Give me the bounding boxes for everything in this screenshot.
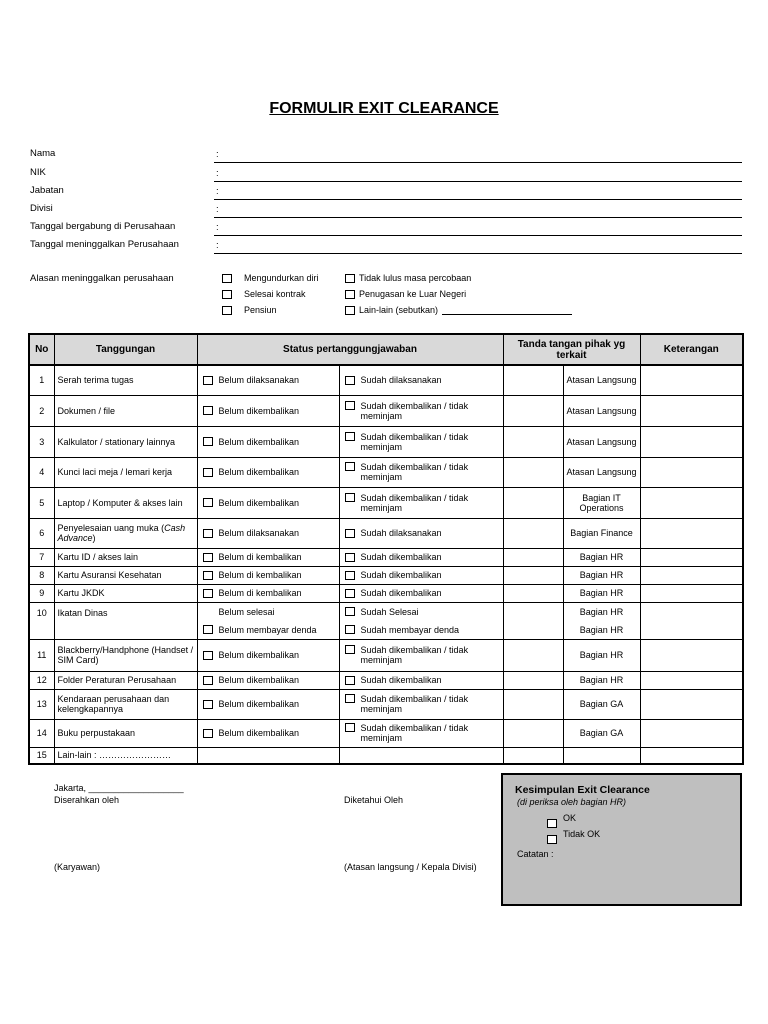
signature-handed-by: Diserahkan oleh	[54, 795, 120, 805]
status-done[interactable]	[339, 395, 503, 426]
field-label: Jabatan	[30, 185, 64, 196]
row-no: 7	[29, 548, 54, 566]
checkbox[interactable]	[345, 432, 355, 441]
field-label: NIK	[30, 167, 46, 178]
item-text-end: )	[92, 533, 96, 543]
note-cell[interactable]	[640, 566, 743, 584]
status-pending[interactable]	[197, 602, 339, 639]
checkbox[interactable]	[345, 553, 355, 562]
reason-option-overseas[interactable]	[345, 289, 466, 299]
status-done[interactable]	[339, 639, 503, 671]
table-row	[29, 584, 743, 602]
status-label: Sudah dikembalikan / tidak meminjam	[360, 431, 469, 452]
signature-cell[interactable]	[503, 639, 563, 671]
status-done[interactable]	[339, 602, 503, 639]
row-item: Kendaraan perusahaan dan kelengkapannya	[54, 689, 197, 719]
signature-known-by: Diketahui Oleh	[344, 795, 404, 805]
status-label: Belum dikembalikan	[218, 436, 300, 447]
field-colon: :	[216, 222, 219, 233]
row-no: 5	[29, 487, 54, 518]
col-item: Tanggungan	[54, 334, 197, 365]
party: Atasan Langsung	[563, 426, 640, 457]
status-label: Sudah dikembalikan / tidak meminjam	[360, 723, 469, 743]
signature-cell[interactable]	[503, 365, 563, 395]
status-done[interactable]	[339, 566, 503, 584]
option-label: Pensiun	[244, 305, 277, 315]
field-label: Tanggal meninggalkan Perusahaan	[30, 239, 179, 250]
checkbox[interactable]	[203, 651, 213, 660]
status-label: Sudah membayar denda	[360, 624, 460, 635]
checkbox[interactable]	[203, 571, 213, 580]
status-pending[interactable]	[197, 689, 339, 719]
party: Atasan Langsung	[563, 365, 640, 395]
status-label: Belum dikembalikan	[218, 675, 300, 685]
table-row	[29, 548, 743, 566]
option-label: Tidak OK	[563, 829, 601, 839]
row-no: 10	[29, 602, 54, 639]
signature-cell[interactable]	[503, 487, 563, 518]
checkbox[interactable]	[345, 401, 355, 410]
signature-employee: (Karyawan)	[54, 862, 101, 872]
checkbox[interactable]	[203, 676, 213, 685]
checkbox[interactable]	[203, 468, 213, 477]
note-cell[interactable]	[640, 719, 743, 747]
party: Bagian HR	[563, 671, 640, 689]
status-pending[interactable]	[197, 457, 339, 487]
status-label: Belum di kembalikan	[218, 570, 302, 580]
row-no: 4	[29, 457, 54, 487]
row-item: Blackberry/Handphone (Handset / SIM Card)	[54, 639, 197, 671]
checkbox[interactable]	[345, 462, 355, 471]
checkbox[interactable]	[222, 274, 232, 283]
party	[563, 747, 640, 764]
status-label: Sudah dikembalikan	[360, 675, 442, 685]
row-no: 13	[29, 689, 54, 719]
party: Bagian GA	[563, 719, 640, 747]
status-label: Belum dilaksanakan	[218, 375, 300, 386]
table-row	[29, 518, 743, 548]
reason-option-other[interactable]	[345, 305, 572, 315]
status-label: Belum dikembalikan	[218, 650, 300, 660]
field-colon: :	[216, 204, 219, 215]
field-label: Divisi	[30, 203, 53, 214]
checkbox[interactable]	[345, 645, 355, 654]
status-pending[interactable]	[197, 365, 339, 395]
conclusion-subtitle: (di periksa oleh bagian HR)	[517, 797, 627, 807]
checkbox[interactable]	[345, 376, 355, 385]
checkbox[interactable]	[203, 553, 213, 562]
status-pending[interactable]	[197, 639, 339, 671]
clearance-table	[28, 333, 744, 765]
status-label: Sudah dikembalikan / tidak meminjam	[360, 645, 469, 665]
table-row	[29, 639, 743, 671]
option-label: Selesai kontrak	[244, 289, 306, 299]
signature-cell[interactable]	[503, 689, 563, 719]
status-done[interactable]	[339, 365, 503, 395]
conclusion-box	[501, 773, 742, 906]
table-row	[29, 395, 743, 426]
signature-cell[interactable]	[503, 426, 563, 457]
status-label: Belum dikembalikan	[218, 699, 300, 709]
table-row	[29, 487, 743, 518]
row-item[interactable]: Lain-lain : ……………………	[54, 747, 197, 764]
status-label: Belum di kembalikan	[218, 552, 302, 562]
field-label: Tanggal bergabung di Perusahaan	[30, 221, 176, 232]
row-no: 9	[29, 584, 54, 602]
party-line: Bagian HR	[579, 624, 624, 635]
signature-supervisor: (Atasan langsung / Kepala Divisi)	[344, 862, 477, 872]
table-row	[29, 426, 743, 457]
party	[563, 602, 640, 639]
field-nama[interactable]	[30, 145, 742, 163]
option-label: Lain-lain (sebutkan)	[359, 305, 439, 315]
signature-cell[interactable]	[503, 602, 563, 639]
row-item	[54, 518, 197, 548]
note-cell[interactable]	[640, 518, 743, 548]
checkbox[interactable]	[203, 625, 213, 634]
row-no: 1	[29, 365, 54, 395]
field-colon: :	[216, 240, 219, 251]
field-colon: :	[216, 168, 219, 179]
checkbox[interactable]	[345, 306, 355, 315]
reason-label: Alasan meninggalkan perusahaan	[30, 273, 174, 284]
table-row	[29, 689, 743, 719]
checkbox[interactable]	[203, 729, 213, 738]
note-cell[interactable]	[640, 671, 743, 689]
status-label: Sudah dikembalikan / tidak meminjam	[360, 492, 469, 513]
checkbox[interactable]	[203, 498, 213, 507]
status-label: Belum dikembalikan	[218, 467, 300, 477]
table-header	[29, 334, 743, 365]
note-cell[interactable]	[640, 487, 743, 518]
checkbox[interactable]	[345, 589, 355, 598]
checkbox[interactable]	[345, 529, 355, 538]
table-row	[29, 602, 743, 639]
checkbox[interactable]	[345, 571, 355, 580]
note-cell[interactable]	[640, 639, 743, 671]
signature-cell[interactable]	[503, 518, 563, 548]
table-row	[29, 365, 743, 395]
field-line	[214, 162, 742, 163]
reason-option-probation[interactable]	[345, 273, 471, 283]
checkbox[interactable]	[203, 376, 213, 385]
reason-option-contract-end[interactable]	[222, 289, 306, 299]
party: Bagian HR	[563, 566, 640, 584]
status-pending[interactable]	[197, 548, 339, 566]
option-label: Tidak lulus masa percobaan	[359, 273, 472, 283]
row-item: Kartu Asuransi Kesehatan	[54, 566, 197, 584]
party: Bagian IT Operations	[563, 487, 640, 518]
checkbox[interactable]	[203, 529, 213, 538]
form-title: FORMULIR EXIT CLEARANCE	[269, 100, 499, 117]
party: Bagian HR	[563, 548, 640, 566]
signature-cell[interactable]	[503, 395, 563, 426]
status-pending[interactable]	[197, 719, 339, 747]
checkbox[interactable]	[203, 589, 213, 598]
note-cell[interactable]	[640, 747, 743, 764]
status-done[interactable]	[339, 689, 503, 719]
checkbox[interactable]	[222, 290, 232, 299]
status-pending[interactable]	[197, 518, 339, 548]
field-join-date[interactable]	[30, 218, 742, 236]
checkbox[interactable]	[345, 607, 355, 616]
status-done[interactable]	[339, 671, 503, 689]
status-done[interactable]	[339, 719, 503, 747]
field-jabatan[interactable]	[30, 182, 742, 200]
conclusion-note[interactable]: Catatan :	[517, 849, 554, 859]
conclusion-title: Kesimpulan Exit Clearance	[515, 784, 650, 796]
status-done[interactable]	[339, 747, 503, 764]
checkbox[interactable]	[345, 493, 355, 502]
party: Atasan Langsung	[563, 395, 640, 426]
status-pending[interactable]	[197, 566, 339, 584]
status-label: Sudah dilaksanakan	[360, 528, 442, 538]
party: Bagian HR	[563, 584, 640, 602]
col-note: Keterangan	[640, 334, 743, 365]
option-label: OK	[563, 813, 577, 823]
signature-place-date[interactable]: Jakarta, ___________________	[54, 783, 184, 793]
field-line	[214, 253, 742, 254]
note-cell[interactable]	[640, 426, 743, 457]
row-item: Kartu ID / akses lain	[54, 548, 197, 566]
status-label: Sudah dikembalikan	[360, 570, 442, 580]
note-cell[interactable]	[640, 457, 743, 487]
status-label: Belum di kembalikan	[218, 588, 302, 598]
status-label: Belum dikembalikan	[218, 405, 300, 416]
option-label: Penugasan ke Luar Negeri	[359, 289, 467, 299]
row-no: 8	[29, 566, 54, 584]
note-cell[interactable]	[640, 395, 743, 426]
status-pending[interactable]	[197, 584, 339, 602]
checkbox[interactable]	[222, 306, 232, 315]
row-no: 15	[29, 747, 54, 764]
col-sign: Tanda tangan pihak yg terkait	[503, 334, 640, 365]
field-colon: :	[216, 149, 219, 160]
status-done[interactable]	[339, 518, 503, 548]
reason-option-resign[interactable]	[222, 273, 319, 283]
status-pending[interactable]	[197, 487, 339, 518]
status-label: Belum dilaksanakan	[218, 528, 300, 538]
status-label: Belum selesai	[218, 606, 275, 617]
status-label: Sudah dikembalikan / tidak meminjam	[360, 694, 469, 714]
item-text-italic: Cash Advance	[57, 523, 186, 543]
option-label: Mengundurkan diri	[244, 273, 319, 283]
field-nik[interactable]	[30, 164, 742, 182]
status-label: Belum membayar denda	[218, 624, 317, 635]
status-pending[interactable]	[197, 395, 339, 426]
status-label: Sudah dikembalikan	[360, 552, 442, 562]
signature-cell[interactable]	[503, 671, 563, 689]
status-done[interactable]	[339, 487, 503, 518]
note-cell[interactable]	[640, 584, 743, 602]
checkbox[interactable]	[203, 700, 213, 709]
table-row	[29, 747, 743, 764]
row-item: Kartu JKDK	[54, 584, 197, 602]
status-pending[interactable]	[197, 671, 339, 689]
table-row	[29, 671, 743, 689]
row-item: Kunci laci meja / lemari kerja	[54, 457, 197, 487]
status-label: Sudah Selesai	[360, 606, 419, 617]
conclusion-not-ok[interactable]	[547, 831, 600, 841]
checkbox[interactable]	[203, 437, 213, 446]
signature-cell[interactable]	[503, 719, 563, 747]
status-label: Belum dikembalikan	[218, 497, 300, 508]
signature-cell[interactable]	[503, 566, 563, 584]
field-label: Nama	[30, 148, 56, 159]
status-pending[interactable]	[197, 747, 339, 764]
checkbox[interactable]	[345, 290, 355, 299]
conclusion-ok[interactable]	[547, 815, 576, 825]
status-done[interactable]	[339, 457, 503, 487]
row-item: Ikatan Dinas	[54, 602, 197, 639]
status-label: Sudah dikembalikan	[360, 588, 442, 598]
status-pending[interactable]	[197, 426, 339, 457]
party: Bagian Finance	[563, 518, 640, 548]
checkbox[interactable]	[345, 625, 355, 634]
row-item: Kalkulator / stationary lainnya	[54, 426, 197, 457]
status-done[interactable]	[339, 584, 503, 602]
row-no: 12	[29, 671, 54, 689]
field-colon: :	[216, 186, 219, 197]
row-item: Dokumen / file	[54, 395, 197, 426]
item-text: Penyelesaian uang muka (	[57, 523, 165, 533]
signature-cell[interactable]	[503, 584, 563, 602]
party: Atasan Langsung	[563, 457, 640, 487]
row-no: 11	[29, 639, 54, 671]
status-done[interactable]	[339, 548, 503, 566]
checkbox[interactable]	[547, 835, 557, 844]
table-row	[29, 566, 743, 584]
signature-cell[interactable]	[503, 747, 563, 764]
status-done[interactable]	[339, 426, 503, 457]
row-item: Buku perpustakaan	[54, 719, 197, 747]
note-cell[interactable]	[640, 602, 743, 639]
party-line: Bagian HR	[579, 606, 624, 617]
field-leave-date[interactable]	[30, 236, 742, 254]
party: Bagian HR	[563, 639, 640, 671]
row-item: Folder Peraturan Perusahaan	[54, 671, 197, 689]
checkbox[interactable]	[203, 406, 213, 415]
field-divisi[interactable]	[30, 200, 742, 218]
row-no: 14	[29, 719, 54, 747]
status-label: Belum dikembalikan	[218, 728, 300, 738]
row-no: 3	[29, 426, 54, 457]
status-label: Sudah dilaksanakan	[360, 375, 442, 386]
checkbox[interactable]	[345, 723, 355, 732]
col-status: Status pertanggungjawaban	[197, 334, 503, 365]
checkbox[interactable]	[345, 274, 355, 283]
reason-option-retire[interactable]	[222, 305, 277, 315]
table-row	[29, 719, 743, 747]
note-cell[interactable]	[640, 548, 743, 566]
row-no: 6	[29, 518, 54, 548]
table-row	[29, 457, 743, 487]
note-cell[interactable]	[640, 689, 743, 719]
status-label: Sudah dikembalikan / tidak meminjam	[360, 400, 469, 421]
row-no: 2	[29, 395, 54, 426]
checkbox[interactable]	[345, 694, 355, 703]
checkbox[interactable]	[547, 819, 557, 828]
col-no: No	[29, 334, 54, 365]
checkbox[interactable]	[345, 676, 355, 685]
status-label: Sudah dikembalikan / tidak meminjam	[360, 462, 469, 482]
party: Bagian GA	[563, 689, 640, 719]
signature-cell[interactable]	[503, 548, 563, 566]
note-cell[interactable]	[640, 365, 743, 395]
other-reason-line[interactable]	[442, 306, 572, 315]
row-item: Laptop / Komputer & akses lain	[54, 487, 197, 518]
row-item: Serah terima tugas	[54, 365, 197, 395]
signature-cell[interactable]	[503, 457, 563, 487]
